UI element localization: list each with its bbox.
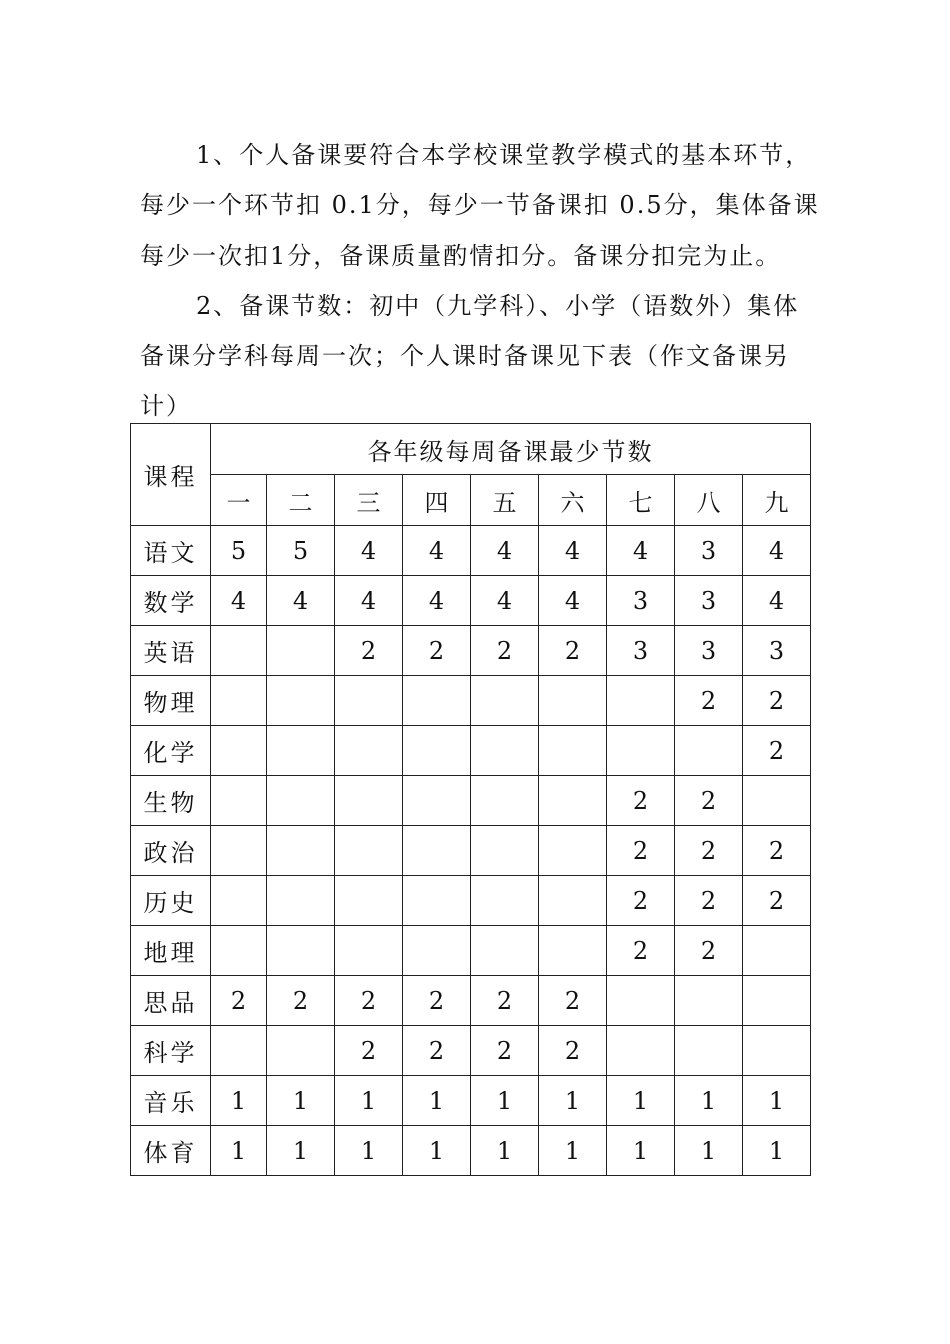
value-cell: 2 [607,776,675,826]
value-cell: 3 [607,626,675,676]
paragraph-2-line-1: 2、备课节数：初中（九学科）、小学（语数外）集体 [196,292,800,320]
value-cell [267,626,335,676]
value-cell [743,776,811,826]
value-cell: 1 [211,1076,267,1126]
value-cell [607,726,675,776]
value-cell: 4 [335,526,403,576]
value-cell: 1 [335,1076,403,1126]
value-cell [607,976,675,1026]
value-cell [471,776,539,826]
value-cell [403,776,471,826]
value-cell [471,876,539,926]
grade-header: 九 [743,475,811,526]
value-cell [539,776,607,826]
value-cell [267,676,335,726]
grade-header: 七 [607,475,675,526]
value-cell [211,726,267,776]
value-cell [607,1026,675,1076]
paragraph-2-line-2: 备课分学科每周一次；个人课时备课见下表（作文备课另 [140,342,790,370]
table-row [131,526,811,576]
table-row [131,876,811,926]
value-cell [403,926,471,976]
grade-header: 五 [471,475,539,526]
grade-header: 一 [211,475,267,526]
value-cell [335,826,403,876]
value-cell: 2 [471,976,539,1026]
value-cell: 1 [743,1126,811,1176]
value-cell: 2 [675,876,743,926]
value-cell [743,976,811,1026]
value-cell [471,726,539,776]
subject-cell: 数学 [131,576,211,626]
grade-header: 八 [675,475,743,526]
value-cell: 5 [267,526,335,576]
value-cell: 2 [675,826,743,876]
value-cell: 2 [403,626,471,676]
value-cell [675,976,743,1026]
value-cell: 1 [267,1076,335,1126]
value-cell: 2 [539,626,607,676]
value-cell [211,626,267,676]
paragraph-2-line-3: 计） [140,392,192,420]
value-cell: 3 [675,576,743,626]
value-cell: 4 [539,526,607,576]
table-row [131,726,811,776]
subject-cell: 音乐 [131,1076,211,1126]
value-cell: 2 [335,976,403,1026]
value-cell: 5 [211,526,267,576]
value-cell: 2 [471,1026,539,1076]
table-row [131,826,811,876]
table-row [131,776,811,826]
value-cell: 4 [743,526,811,576]
value-cell [267,826,335,876]
value-cell: 4 [335,576,403,626]
value-cell [267,776,335,826]
value-cell [403,826,471,876]
value-cell: 1 [403,1076,471,1126]
value-cell: 2 [607,826,675,876]
value-cell: 4 [607,526,675,576]
value-cell [335,876,403,926]
subject-cell: 语文 [131,526,211,576]
value-cell: 1 [211,1126,267,1176]
subject-cell: 物理 [131,676,211,726]
table-row [131,676,811,726]
value-cell [211,676,267,726]
lesson-count-table [130,423,811,1176]
value-cell: 2 [743,726,811,776]
value-cell: 1 [607,1126,675,1176]
value-cell [539,726,607,776]
table-header-row [131,424,811,475]
value-cell [267,876,335,926]
value-cell: 4 [403,576,471,626]
subject-cell: 英语 [131,626,211,676]
value-cell: 2 [335,626,403,676]
value-cell [539,876,607,926]
table-header-title: 各年级每周备课最少节数 [211,424,811,475]
value-cell [211,926,267,976]
grade-header: 六 [539,475,607,526]
value-cell [539,676,607,726]
value-cell: 2 [743,826,811,876]
value-cell [267,926,335,976]
subject-cell: 科学 [131,1026,211,1076]
value-cell: 4 [539,576,607,626]
value-cell: 4 [267,576,335,626]
value-cell [743,1026,811,1076]
value-cell: 2 [607,926,675,976]
value-cell [267,726,335,776]
paragraph-1-line-2: 每少一个环节扣 0.1分，每少一节备课扣 0.5分，集体备课 [140,191,820,219]
value-cell: 2 [471,626,539,676]
value-cell: 4 [471,576,539,626]
grade-header-row [131,475,811,526]
subject-cell: 历史 [131,876,211,926]
value-cell: 1 [539,1126,607,1176]
value-cell [335,926,403,976]
value-cell [675,1026,743,1076]
value-cell: 2 [539,976,607,1026]
value-cell [471,926,539,976]
value-cell [211,1026,267,1076]
value-cell: 2 [607,876,675,926]
value-cell: 2 [675,776,743,826]
grade-header: 四 [403,475,471,526]
subject-cell: 政治 [131,826,211,876]
value-cell [211,776,267,826]
table-row [131,1076,811,1126]
grade-header: 二 [267,475,335,526]
value-cell [211,876,267,926]
value-cell [211,826,267,876]
value-cell [675,726,743,776]
value-cell [743,926,811,976]
value-cell: 2 [403,976,471,1026]
value-cell [403,876,471,926]
table-row [131,1126,811,1176]
value-cell: 2 [211,976,267,1026]
value-cell: 4 [743,576,811,626]
value-cell: 1 [335,1126,403,1176]
table-row [131,576,811,626]
value-cell [471,826,539,876]
value-cell: 1 [267,1126,335,1176]
value-cell: 4 [403,526,471,576]
table-row [131,626,811,676]
table-row [131,976,811,1026]
table-row [131,1026,811,1076]
value-cell: 3 [675,526,743,576]
value-cell: 2 [743,676,811,726]
value-cell: 2 [335,1026,403,1076]
subject-cell: 生物 [131,776,211,826]
paragraph-1-line-1: 1、个人备课要符合本学校课堂教学模式的基本环节， [196,141,812,169]
value-cell [471,676,539,726]
subject-cell: 化学 [131,726,211,776]
value-cell: 1 [607,1076,675,1126]
corner-label: 课程 [131,424,211,526]
value-cell [539,826,607,876]
value-cell: 1 [471,1126,539,1176]
value-cell: 1 [403,1126,471,1176]
value-cell: 1 [471,1076,539,1126]
value-cell: 2 [675,926,743,976]
value-cell: 4 [471,526,539,576]
value-cell: 1 [539,1076,607,1126]
value-cell: 2 [403,1026,471,1076]
value-cell: 2 [743,876,811,926]
value-cell: 1 [675,1076,743,1126]
value-cell [335,726,403,776]
value-cell: 2 [539,1026,607,1076]
value-cell: 2 [675,676,743,726]
value-cell: 4 [211,576,267,626]
subject-cell: 体育 [131,1126,211,1176]
value-cell [607,676,675,726]
value-cell: 3 [675,626,743,676]
value-cell [335,776,403,826]
value-cell: 3 [607,576,675,626]
subject-cell: 地理 [131,926,211,976]
value-cell [539,926,607,976]
paragraph-1-line-3: 每少一次扣1分，备课质量酌情扣分。备课分扣完为止。 [140,242,782,270]
value-cell [403,726,471,776]
value-cell: 2 [267,976,335,1026]
grade-header: 三 [335,475,403,526]
table-row [131,926,811,976]
value-cell [267,1026,335,1076]
value-cell: 1 [675,1126,743,1176]
subject-cell: 思品 [131,976,211,1026]
value-cell: 3 [743,626,811,676]
value-cell [335,676,403,726]
value-cell: 1 [743,1076,811,1126]
value-cell [403,676,471,726]
